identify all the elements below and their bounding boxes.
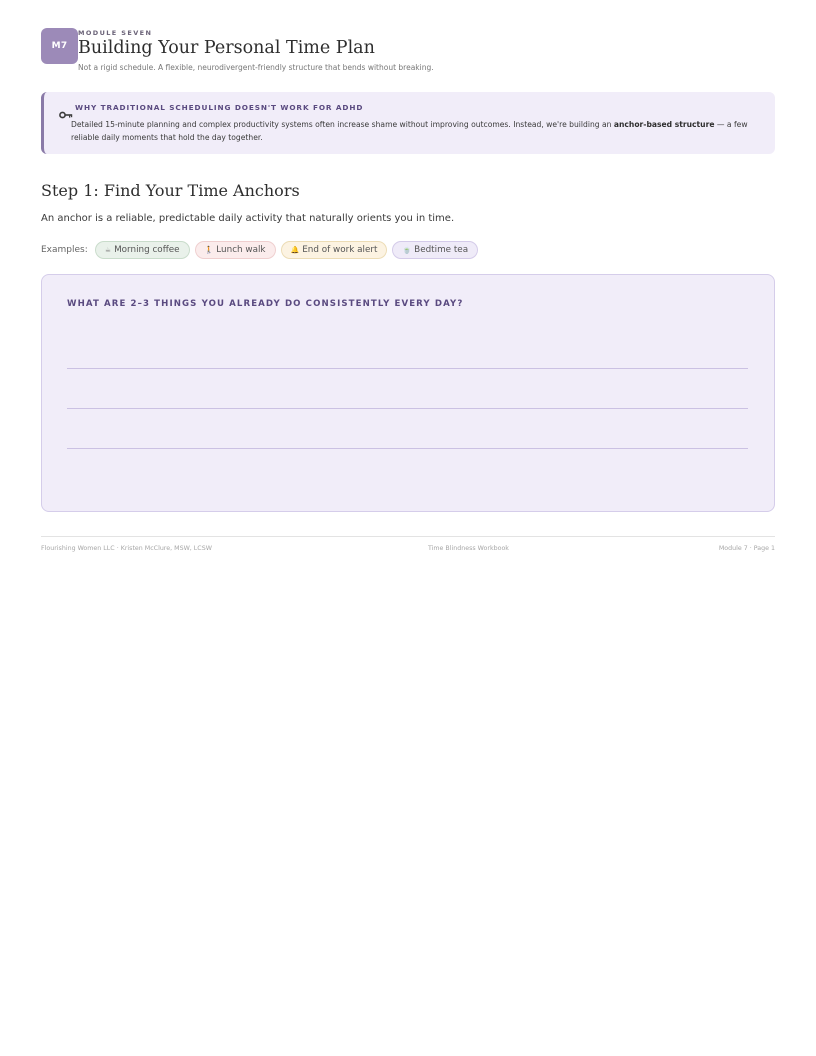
callout-title: WHY TRADITIONAL SCHEDULING DOESN'T WORK FOR ADHD — [75, 103, 364, 112]
example-chip-end-of-work-alert — [281, 241, 388, 259]
callout-emphasis: anchor-based structure — [613, 120, 715, 129]
step-title: Step 1: Find Your Time Anchors — [41, 181, 300, 200]
callout-text-start: Detailed 15-minute planning and complex productivity systems often increase shame without improving outcomes. Instead, we're building an — [71, 120, 614, 129]
example-chip-lunch-walk — [195, 241, 276, 259]
tea-icon: 🍵 — [402, 246, 412, 254]
adhd-callout — [41, 92, 775, 154]
module-eyebrow: MODULE SEVEN — [78, 29, 153, 37]
module-header — [41, 0, 775, 80]
workbook-page — [41, 0, 775, 552]
step-description: An anchor is a reliable, predictable daily activity that naturally orients you in time. — [41, 213, 455, 224]
examples-row — [41, 240, 483, 260]
footer-divider — [41, 536, 775, 537]
answer-line-3[interactable] — [67, 448, 748, 449]
chip-label: Bedtime tea — [414, 245, 469, 255]
alarm-icon: 🔔 — [290, 246, 300, 254]
chip-label: Morning coffee — [114, 245, 180, 255]
footer-workbook-title: Time Blindness Workbook — [428, 545, 509, 552]
footer-page-number: Module 7 · Page 1 — [718, 545, 775, 552]
answer-line-2[interactable] — [67, 408, 748, 409]
anchors-question-box — [41, 274, 775, 512]
chip-label: End of work alert — [302, 245, 378, 255]
answer-line-1[interactable] — [67, 368, 748, 369]
module-badge: M7 — [41, 28, 78, 64]
question-prompt: WHAT ARE 2–3 THINGS YOU ALREADY DO CONSISTENTLY EVERY DAY? — [67, 299, 464, 309]
callout-body — [71, 119, 761, 144]
key-icon — [59, 104, 73, 112]
page-subtitle: Not a rigid schedule. A flexible, neurodivergent-friendly structure that bends without breaking. — [78, 63, 434, 72]
example-chip-bedtime-tea — [392, 241, 478, 259]
footer-author: Flourishing Women LLC · Kristen McClure, MSW, LCSW — [41, 545, 212, 552]
callout-header — [59, 103, 363, 112]
callout-text-end: — a few reliable daily moments that hold the day together. — [71, 120, 748, 142]
coffee-icon: ☕ — [104, 246, 112, 254]
chip-label: Lunch walk — [216, 245, 266, 255]
examples-label: Examples: — [41, 245, 88, 255]
walk-icon: 🚶 — [204, 246, 214, 254]
example-chip-morning-coffee — [95, 241, 190, 259]
page-title: Building Your Personal Time Plan — [78, 38, 375, 58]
